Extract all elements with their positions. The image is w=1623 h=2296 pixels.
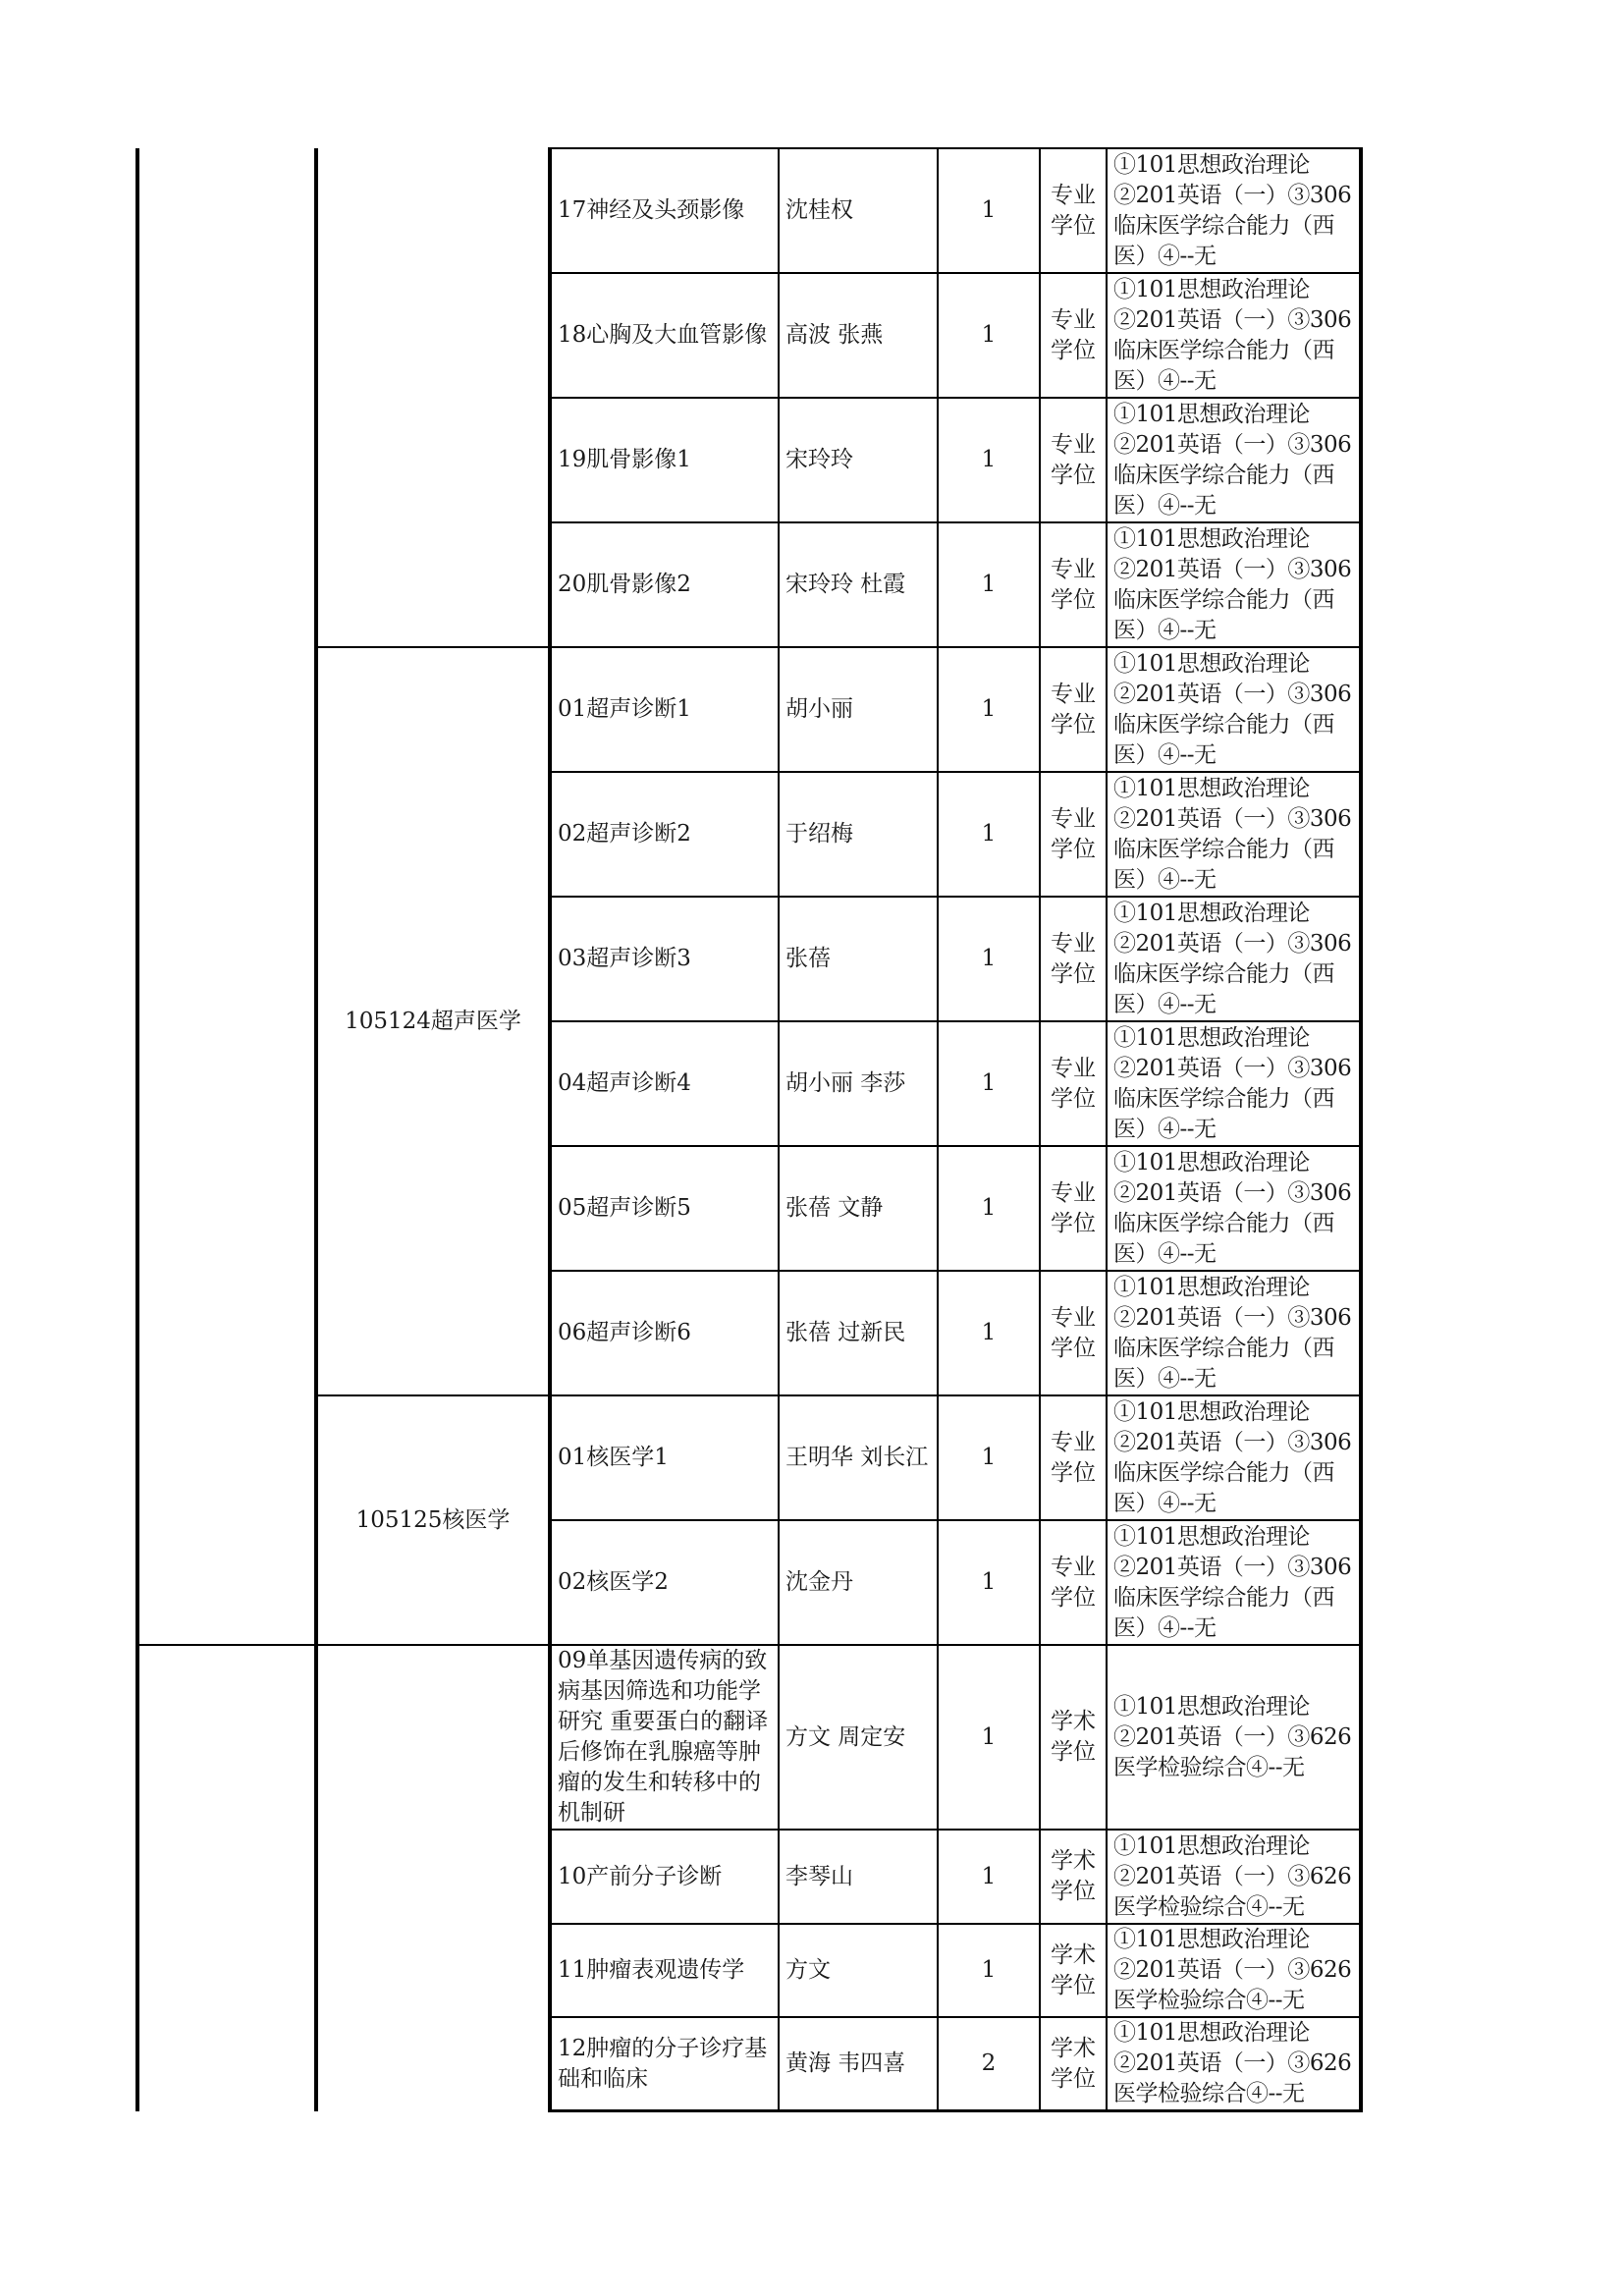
degree-type-cell: 学术学位 <box>1040 1830 1107 1924</box>
degree-type-cell: 专业学位 <box>1040 1520 1107 1645</box>
direction-cell: 04超声诊断4 <box>550 1021 779 1146</box>
tutor-cell: 张蓓 文静 <box>779 1146 938 1271</box>
major-cell: 105125核医学 <box>316 1395 550 1645</box>
exam-subjects-cell: ①101思想政治理论②201英语（一）③626医学检验综合④--无 <box>1107 2017 1361 2111</box>
degree-type-cell: 专业学位 <box>1040 1146 1107 1271</box>
direction-cell: 11肿瘤表观遗传学 <box>550 1924 779 2017</box>
quota-cell: 1 <box>938 1395 1040 1520</box>
tutor-cell: 方文 <box>779 1924 938 2017</box>
tutor-cell: 李琴山 <box>779 1830 938 1924</box>
exam-subjects-cell: ①101思想政治理论②201英语（一）③306临床医学综合能力（西医）④--无 <box>1107 1271 1361 1395</box>
direction-cell: 19肌骨影像1 <box>550 398 779 522</box>
quota-cell: 1 <box>938 1830 1040 1924</box>
degree-type-cell: 专业学位 <box>1040 897 1107 1021</box>
direction-cell: 05超声诊断5 <box>550 1146 779 1271</box>
quota-cell: 1 <box>938 522 1040 647</box>
exam-subjects-cell: ①101思想政治理论②201英语（一）③626医学检验综合④--无 <box>1107 1830 1361 1924</box>
quota-cell: 1 <box>938 897 1040 1021</box>
direction-cell: 09单基因遗传病的致病基因筛选和功能学研究 重要蛋白的翻译后修饰在乳腺癌等肿瘤的发生和转移中的机制研 <box>550 1645 779 1830</box>
college-cell <box>137 148 316 1645</box>
direction-cell: 06超声诊断6 <box>550 1271 779 1395</box>
quota-cell: 1 <box>938 647 1040 772</box>
quota-cell: 1 <box>938 1645 1040 1830</box>
table-row <box>137 1395 1361 1520</box>
degree-type-cell: 专业学位 <box>1040 647 1107 772</box>
quota-cell: 1 <box>938 772 1040 897</box>
tutor-cell: 沈金丹 <box>779 1520 938 1645</box>
tutor-cell: 于绍梅 <box>779 772 938 897</box>
exam-subjects-cell: ①101思想政治理论②201英语（一）③306临床医学综合能力（西医）④--无 <box>1107 273 1361 398</box>
major-cell <box>316 148 550 647</box>
quota-cell: 1 <box>938 1146 1040 1271</box>
degree-type-cell: 专业学位 <box>1040 398 1107 522</box>
direction-cell: 02核医学2 <box>550 1520 779 1645</box>
tutor-cell: 宋玲玲 杜霞 <box>779 522 938 647</box>
direction-cell: 01超声诊断1 <box>550 647 779 772</box>
exam-subjects-cell: ①101思想政治理论②201英语（一）③306临床医学综合能力（西医）④--无 <box>1107 1395 1361 1520</box>
tutor-cell: 沈桂权 <box>779 148 938 273</box>
tutor-cell: 王明华 刘长江 <box>779 1395 938 1520</box>
direction-cell: 02超声诊断2 <box>550 772 779 897</box>
quota-cell: 1 <box>938 398 1040 522</box>
table-row <box>137 148 1361 273</box>
quota-cell: 1 <box>938 1520 1040 1645</box>
major-cell <box>316 1645 550 2111</box>
degree-type-cell: 专业学位 <box>1040 772 1107 897</box>
exam-subjects-cell: ①101思想政治理论②201英语（一）③306临床医学综合能力（西医）④--无 <box>1107 522 1361 647</box>
table-row <box>137 1645 1361 1830</box>
exam-subjects-cell: ①101思想政治理论②201英语（一）③306临床医学综合能力（西医）④--无 <box>1107 647 1361 772</box>
exam-subjects-cell: ①101思想政治理论②201英语（一）③306临床医学综合能力（西医）④--无 <box>1107 897 1361 1021</box>
exam-subjects-cell: ①101思想政治理论②201英语（一）③306临床医学综合能力（西医）④--无 <box>1107 772 1361 897</box>
degree-type-cell: 专业学位 <box>1040 1271 1107 1395</box>
direction-cell: 01核医学1 <box>550 1395 779 1520</box>
degree-type-cell: 专业学位 <box>1040 148 1107 273</box>
quota-cell: 1 <box>938 148 1040 273</box>
direction-cell: 03超声诊断3 <box>550 897 779 1021</box>
direction-cell: 17神经及头颈影像 <box>550 148 779 273</box>
exam-subjects-cell: ①101思想政治理论②201英语（一）③306临床医学综合能力（西医）④--无 <box>1107 1021 1361 1146</box>
degree-type-cell: 学术学位 <box>1040 2017 1107 2111</box>
tutor-cell: 宋玲玲 <box>779 398 938 522</box>
direction-cell: 20肌骨影像2 <box>550 522 779 647</box>
exam-subjects-cell: ①101思想政治理论②201英语（一）③306临床医学综合能力（西医）④--无 <box>1107 148 1361 273</box>
tutor-cell: 胡小丽 <box>779 647 938 772</box>
admissions-table <box>135 147 1363 2112</box>
degree-type-cell: 专业学位 <box>1040 1395 1107 1520</box>
quota-cell: 1 <box>938 1924 1040 2017</box>
quota-cell: 1 <box>938 273 1040 398</box>
exam-subjects-cell: ①101思想政治理论②201英语（一）③306临床医学综合能力（西医）④--无 <box>1107 1520 1361 1645</box>
exam-subjects-cell: ①101思想政治理论②201英语（一）③626医学检验综合④--无 <box>1107 1924 1361 2017</box>
degree-type-cell: 专业学位 <box>1040 273 1107 398</box>
quota-cell: 1 <box>938 1021 1040 1146</box>
tutor-cell: 张蓓 <box>779 897 938 1021</box>
exam-subjects-cell: ①101思想政治理论②201英语（一）③306临床医学综合能力（西医）④--无 <box>1107 1146 1361 1271</box>
degree-type-cell: 专业学位 <box>1040 1021 1107 1146</box>
college-cell <box>137 1645 316 2111</box>
tutor-cell: 高波 张燕 <box>779 273 938 398</box>
direction-cell: 18心胸及大血管影像 <box>550 273 779 398</box>
tutor-cell: 黄海 韦四喜 <box>779 2017 938 2111</box>
degree-type-cell: 学术学位 <box>1040 1924 1107 2017</box>
tutor-cell: 胡小丽 李莎 <box>779 1021 938 1146</box>
direction-cell: 12肿瘤的分子诊疗基础和临床 <box>550 2017 779 2111</box>
exam-subjects-cell: ①101思想政治理论②201英语（一）③626医学检验综合④--无 <box>1107 1645 1361 1830</box>
table-row <box>137 647 1361 772</box>
major-cell: 105124超声医学 <box>316 647 550 1395</box>
quota-cell: 2 <box>938 2017 1040 2111</box>
degree-type-cell: 专业学位 <box>1040 522 1107 647</box>
degree-type-cell: 学术学位 <box>1040 1645 1107 1830</box>
exam-subjects-cell: ①101思想政治理论②201英语（一）③306临床医学综合能力（西医）④--无 <box>1107 398 1361 522</box>
tutor-cell: 张蓓 过新民 <box>779 1271 938 1395</box>
direction-cell: 10产前分子诊断 <box>550 1830 779 1924</box>
quota-cell: 1 <box>938 1271 1040 1395</box>
tutor-cell: 方文 周定安 <box>779 1645 938 1830</box>
